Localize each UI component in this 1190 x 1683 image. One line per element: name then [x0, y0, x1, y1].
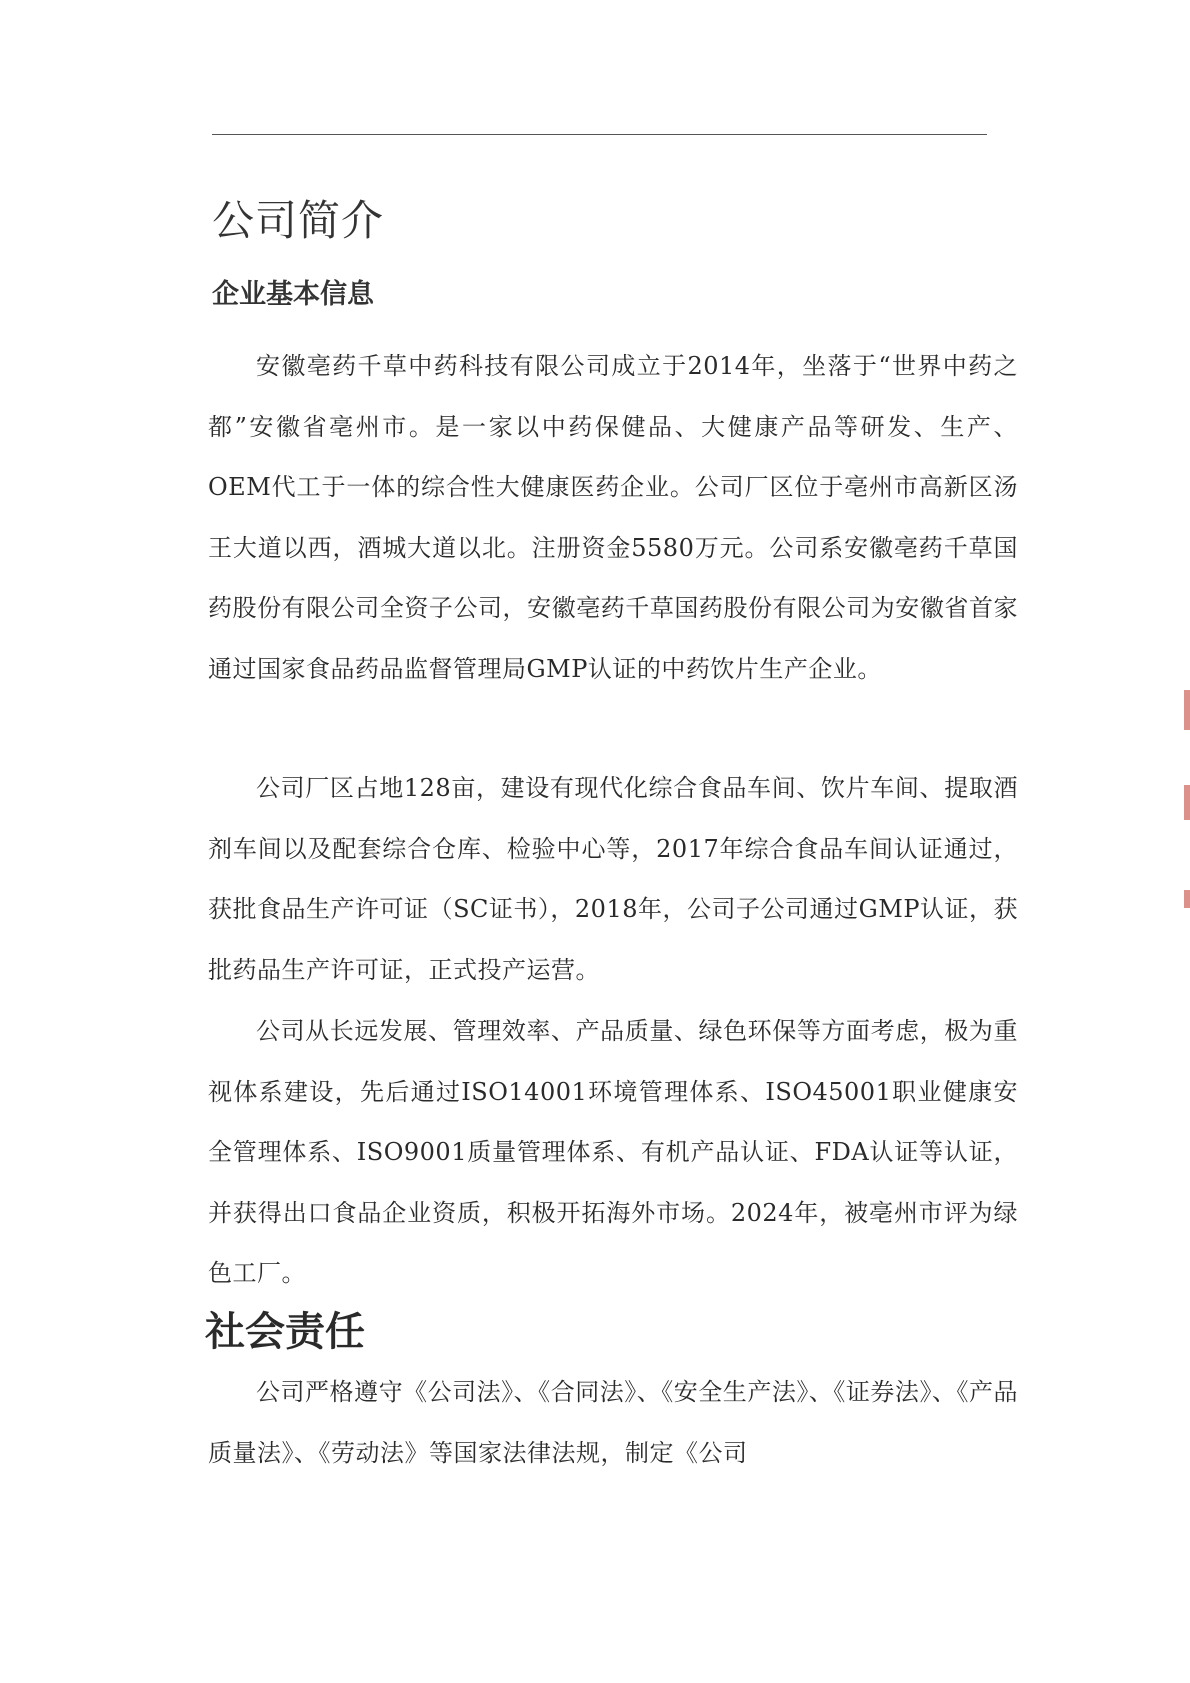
paragraph-block [208, 1001, 1018, 1304]
paragraph-certifications: 公司从长远发展、管理效率、产品质量、绿色环保等方面考虑，极为重视体系建设，先后通过ISO14001环境管理体系、ISO45001职业健康安全管理体系、ISO9001质量管理体系、有机产品认证、FDA认证等认证，并获得出口食品企业资质，积极开拓海外市场。2024年，被亳州市评为绿色工厂。 [208, 1017, 1018, 1287]
subsection-title: 企业基本信息 [212, 279, 374, 310]
paragraph-intro: 安徽亳药千草中药科技有限公司成立于2014年，坐落于“世界中药之都”安徽省亳州市。是一家以中药保健品、大健康产品等研发、生产、OEM代工于一体的综合性大健康医药企业。公司厂区位于亳州市高新区汤王大道以西，酒城大道以北。注册资金5580万元。公司系安徽亳药千草国药股份有限公司全资子公司，安徽亳药千草国药股份有限公司为安徽省首家通过国家食品药品监督管理局GMP认证的中药饮片生产企业。 [208, 352, 1018, 683]
section-title: 社会责任 [205, 1309, 365, 1355]
paragraph-facilities: 公司厂区占地128亩，建设有现代化综合食品车间、饮片车间、提取酒剂车间以及配套综合仓库、检验中心等，2017年综合食品车间认证通过，获批食品生产许可证（SC证书），2018年，公司子公司通过GMP认证，获批药品生产许可证，正式投产运营。 [208, 774, 1018, 984]
paragraph-block [208, 1362, 1018, 1483]
seal-edge-mark [1184, 785, 1190, 820]
header-rule [212, 134, 987, 135]
seal-edge-mark [1184, 690, 1190, 730]
paragraph-social-responsibility: 公司严格遵守《公司法》、《合同法》、《安全生产法》、《证券法》、《产品质量法》、《劳动法》等国家法律法规，制定《公司 [208, 1378, 1018, 1467]
paragraph-block [208, 336, 1018, 699]
seal-edge-mark [1184, 890, 1190, 908]
page-title: 公司简介 [212, 196, 385, 245]
paragraph-block [208, 758, 1018, 1000]
